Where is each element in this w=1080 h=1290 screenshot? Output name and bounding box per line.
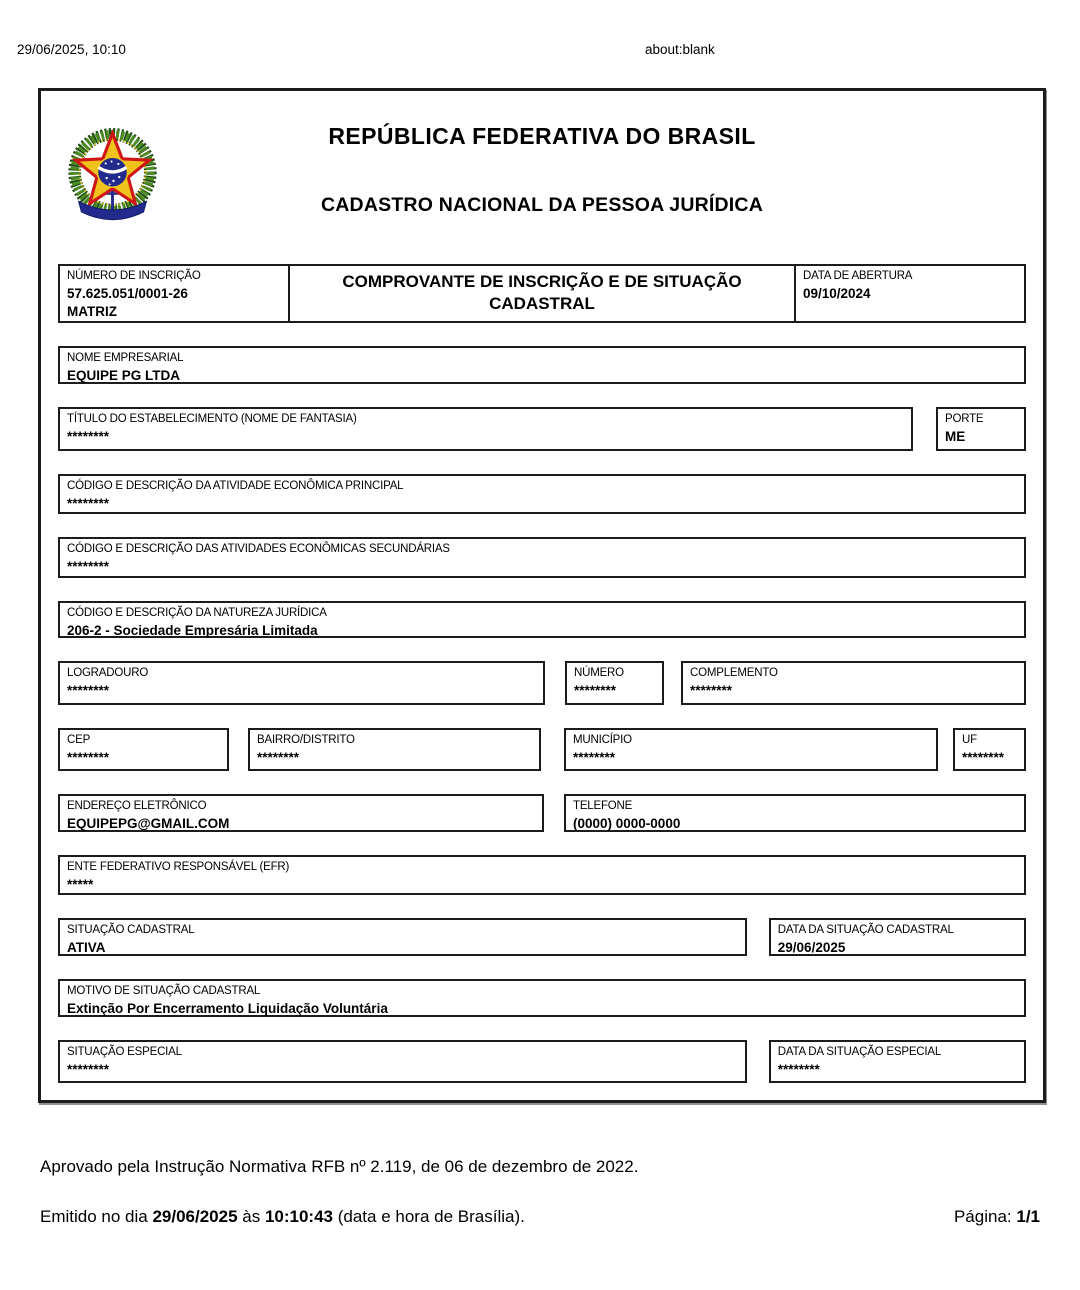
field-value: ******** xyxy=(690,682,733,698)
field-value: (0000) 0000-0000 xyxy=(573,815,681,831)
footer-approval-note: Aprovado pela Instrução Normativa RFB nº 2.119, de 06 de dezembro de 2022. xyxy=(40,1157,639,1176)
field-label: MOTIVO DE SITUAÇÃO CADASTRAL xyxy=(67,985,261,997)
field-value: 57.625.051/0001-26 xyxy=(67,285,188,301)
emitted-date: 29/06/2025 xyxy=(152,1207,238,1226)
field-value: ******** xyxy=(573,749,616,765)
field-value: ******** xyxy=(67,558,110,574)
field-label: PORTE xyxy=(945,413,984,425)
field-label: ENDEREÇO ELETRÔNICO xyxy=(67,800,207,812)
field-motivo-situacao xyxy=(58,979,1026,1017)
field-label: CEP xyxy=(67,734,91,746)
field-value: ******** xyxy=(67,495,110,511)
branch-value: MATRIZ xyxy=(67,304,117,320)
comprovante-title-text: COMPROVANTE DE INSCRIÇÃO E DE SITUAÇÃO CADASTRAL xyxy=(342,272,742,314)
print-header-datetime: 29/06/2025, 10:10 xyxy=(17,42,126,57)
field-value: 09/10/2024 xyxy=(803,285,871,301)
field-efr xyxy=(58,855,1026,895)
field-label: SITUAÇÃO ESPECIAL xyxy=(67,1046,182,1058)
field-complemento xyxy=(681,661,1026,705)
row-situacao-cadastral xyxy=(58,918,1026,956)
field-value: ******** xyxy=(67,749,110,765)
row-atividades-secundarias xyxy=(58,537,1026,578)
field-label: NOME EMPRESARIAL xyxy=(67,352,184,364)
row-efr xyxy=(58,855,1026,895)
row-titulo-porte xyxy=(58,407,1026,451)
field-value: ATIVA xyxy=(67,939,106,955)
field-data-situacao-cadastral xyxy=(769,918,1026,956)
field-bairro xyxy=(248,728,541,771)
field-comprovante-title xyxy=(290,264,794,323)
field-label: CÓDIGO E DESCRIÇÃO DA ATIVIDADE ECONÔMICA PRINCIPAL xyxy=(67,480,404,492)
field-atividade-principal xyxy=(58,474,1026,514)
field-situacao-cadastral xyxy=(58,918,747,956)
field-label: DATA DA SITUAÇÃO ESPECIAL xyxy=(777,1046,942,1058)
field-value: ******** xyxy=(777,1061,820,1077)
field-value: ******** xyxy=(574,682,617,698)
field-numero-inscricao xyxy=(58,264,290,323)
field-logradouro xyxy=(58,661,545,705)
field-label: NÚMERO DE INSCRIÇÃO xyxy=(67,270,201,282)
field-titulo-estabelecimento xyxy=(58,407,913,451)
field-label: LOGRADOURO xyxy=(67,667,149,679)
field-label: TELEFONE xyxy=(573,800,633,812)
footer-page-indicator xyxy=(954,1207,1040,1227)
field-label: TÍTULO DO ESTABELECIMENTO (NOME DE FANTASIA) xyxy=(67,413,357,425)
field-value: ******** xyxy=(257,749,300,765)
field-data-situacao-especial xyxy=(769,1040,1026,1083)
page-label: Página: xyxy=(953,1207,1017,1226)
field-nome-empresarial xyxy=(58,346,1026,384)
field-numero xyxy=(565,661,664,705)
field-value: ******** xyxy=(962,749,1005,765)
field-label: ENTE FEDERATIVO RESPONSÁVEL (EFR) xyxy=(67,861,290,873)
field-value: ***** xyxy=(67,876,94,892)
field-municipio xyxy=(564,728,938,771)
emitted-prefix: Emitido no dia xyxy=(40,1207,153,1226)
field-label: MUNICÍPIO xyxy=(573,734,632,746)
field-value: Extinção Por Encerramento Liquidação Voluntária xyxy=(67,1000,388,1016)
field-label: DATA DA SITUAÇÃO CADASTRAL xyxy=(777,924,954,936)
field-atividades-secundarias xyxy=(58,537,1026,578)
row-motivo-situacao xyxy=(58,979,1026,1017)
row-inscription xyxy=(58,264,1026,323)
emitted-middle: às xyxy=(237,1207,265,1226)
document-header xyxy=(58,91,1026,264)
row-natureza-juridica xyxy=(58,601,1026,638)
document-frame xyxy=(38,88,1046,1103)
field-value: ME xyxy=(945,428,966,444)
field-value: ******** xyxy=(67,428,110,444)
field-cep xyxy=(58,728,229,771)
field-label: BAIRRO/DISTRITO xyxy=(257,734,355,746)
field-value: EQUIPE PG LTDA xyxy=(67,367,181,383)
field-value: EQUIPEPG@GMAIL.COM xyxy=(67,815,230,831)
brazil-coat-of-arms-icon xyxy=(64,126,161,232)
field-label: NÚMERO xyxy=(574,667,624,679)
field-label: SITUAÇÃO CADASTRAL xyxy=(67,924,195,936)
row-atividade-principal xyxy=(58,474,1026,514)
field-telefone xyxy=(564,794,1026,832)
field-value: 206-2 - Sociedade Empresária Limitada xyxy=(67,622,318,638)
field-email xyxy=(58,794,544,832)
field-uf xyxy=(953,728,1026,771)
field-label: UF xyxy=(962,734,977,746)
field-natureza-juridica xyxy=(58,601,1026,638)
field-data-abertura xyxy=(794,264,1026,323)
page-value: 1/1 xyxy=(1016,1207,1040,1226)
field-value: ******** xyxy=(67,682,110,698)
field-situacao-especial xyxy=(58,1040,747,1083)
republic-title: REPÚBLICA FEDERATIVA DO BRASIL xyxy=(328,123,756,149)
emitted-suffix: (data e hora de Brasília). xyxy=(333,1207,525,1226)
field-label: DATA DE ABERTURA xyxy=(803,270,913,282)
row-endereco xyxy=(58,661,1026,705)
field-label: CÓDIGO E DESCRIÇÃO DAS ATIVIDADES ECONÔMICAS SECUNDÁRIAS xyxy=(67,543,450,555)
field-value: ******** xyxy=(67,1061,110,1077)
row-cep-bairro-municipio-uf xyxy=(58,728,1026,771)
field-label: CÓDIGO E DESCRIÇÃO DA NATUREZA JURÍDICA xyxy=(67,607,327,619)
row-email-telefone xyxy=(58,794,1026,832)
footer-emitted-line xyxy=(40,1207,525,1227)
field-porte xyxy=(936,407,1026,451)
field-label: COMPLEMENTO xyxy=(690,667,778,679)
row-situacao-especial xyxy=(58,1040,1026,1083)
field-value: 29/06/2025 xyxy=(777,939,846,955)
print-header-title: about:blank xyxy=(645,42,715,57)
row-nome-empresarial xyxy=(58,346,1026,384)
emitted-time: 10:10:43 xyxy=(264,1207,334,1226)
registry-title: CADASTRO NACIONAL DA PESSOA JURÍDICA xyxy=(320,194,763,216)
